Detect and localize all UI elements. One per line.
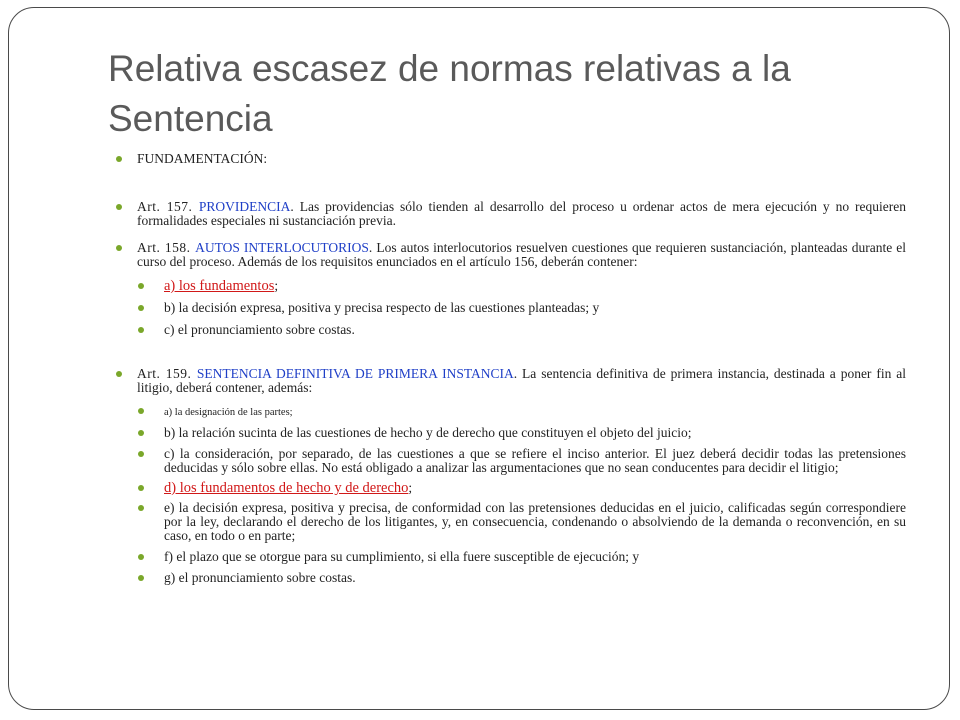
art159-item-g-text: g) el pronunciamiento sobre costas.	[164, 570, 356, 585]
art159-item-b	[136, 426, 906, 440]
art158-text: . Los autos interlocutorios resuelven cuestiones que requieren sustanciación, planteadas durante el curso del proceso. Además de los requisitos enunciados en el artículo 156, deberán contener:	[137, 240, 906, 269]
bullet-icon	[116, 204, 122, 210]
art159-item-f-text: f) el plazo que se otorgue para su cumplimiento, si ella fuere susceptible de ejecución; y	[164, 549, 640, 564]
bullet-icon	[116, 156, 122, 162]
art158-item-b-text: b) la decisión expresa, positiva y precisa respecto de las cuestiones planteadas; y	[164, 300, 600, 315]
art159-name: SENTENCIA DEFINITIVA DE PRIMERA INSTANCIA	[196, 366, 514, 381]
art158-item-a	[136, 279, 906, 293]
bullet-icon	[138, 505, 144, 511]
art159-item-a-text: a) la designación de las partes;	[164, 407, 293, 418]
art159-item-d	[136, 481, 906, 495]
bullet-icon	[138, 575, 144, 581]
art159-item-g	[136, 571, 906, 585]
art159-item-b-text: b) la relación sucinta de las cuestiones de hecho y de derecho que constituyen el objeto del juicio;	[164, 425, 692, 440]
art157-name: PROVIDENCIA	[198, 199, 291, 214]
bullet-art157	[116, 200, 906, 228]
bullet-icon	[116, 371, 122, 377]
art157-number: Art. 157.	[137, 199, 199, 214]
art159-item-e-text: e) la decisión expresa, positiva y precisa, de conformidad con las pretensiones deducidas en el juicio, calificadas según correspondiere por la ley, declarando el derecho de los litigantes, y, en consecuencia, condenando o absolviendo de la demanda o reconvención, en su caso, en todo o en parte;	[164, 500, 906, 543]
art158-item-c	[136, 323, 906, 337]
bullet-art158	[116, 241, 906, 269]
art159-item-d-text: d) los fundamentos de hecho y de derecho	[164, 480, 409, 496]
art159-item-f	[136, 550, 906, 564]
art158-item-a-suffix: ;	[274, 278, 279, 293]
art158-item-c-text: c) el pronunciamiento sobre costas.	[164, 322, 355, 337]
bullet-fundamentacion	[116, 152, 906, 166]
art159-number: Art. 159.	[137, 366, 197, 381]
slide-title: Relativa escasez de normas relativas a la Sentencia	[108, 48, 791, 139]
bullet-icon	[138, 554, 144, 560]
art157-text: . Las providencias sólo tienden al desarrollo del proceso u ordenar actos de mera ejecución y no requieren formalidades especiales ni sustanciación previa.	[137, 199, 906, 228]
art158-item-a-text: a) los fundamentos	[164, 278, 275, 294]
art159-item-a	[136, 404, 906, 420]
art159-text: . La sentencia definitiva de primera instancia, destinada a poner fin al litigio, deberá contener, además:	[137, 366, 907, 395]
bullet-icon	[138, 327, 144, 333]
bullet-icon	[116, 245, 122, 251]
bullet-icon	[138, 283, 144, 289]
art159-item-d-suffix: ;	[408, 480, 413, 495]
bullet-icon	[138, 485, 144, 491]
bullet-icon	[138, 305, 144, 311]
art158-name: AUTOS INTERLOCUTORIOS	[195, 240, 369, 255]
bullet-icon	[138, 430, 144, 436]
art158-item-b	[136, 301, 906, 315]
heading-fundamentacion: FUNDAMENTACIÓN:	[137, 151, 268, 166]
bullet-icon	[138, 451, 144, 457]
art159-item-e	[136, 501, 906, 543]
bullet-icon	[138, 408, 144, 414]
slide-content	[116, 152, 906, 585]
art158-number: Art. 158.	[137, 240, 196, 255]
bullet-art159	[116, 367, 906, 395]
art159-item-c	[136, 447, 906, 475]
art159-item-c-text: c) la consideración, por separado, de las cuestiones a que se refiere el inciso anterior. El juez deberá decidir todas las pretensiones deducidas y sólo sobre ellas. No está obligado a analizar las argumentaciones que no sean conducentes para decidir el litigio;	[164, 446, 906, 475]
